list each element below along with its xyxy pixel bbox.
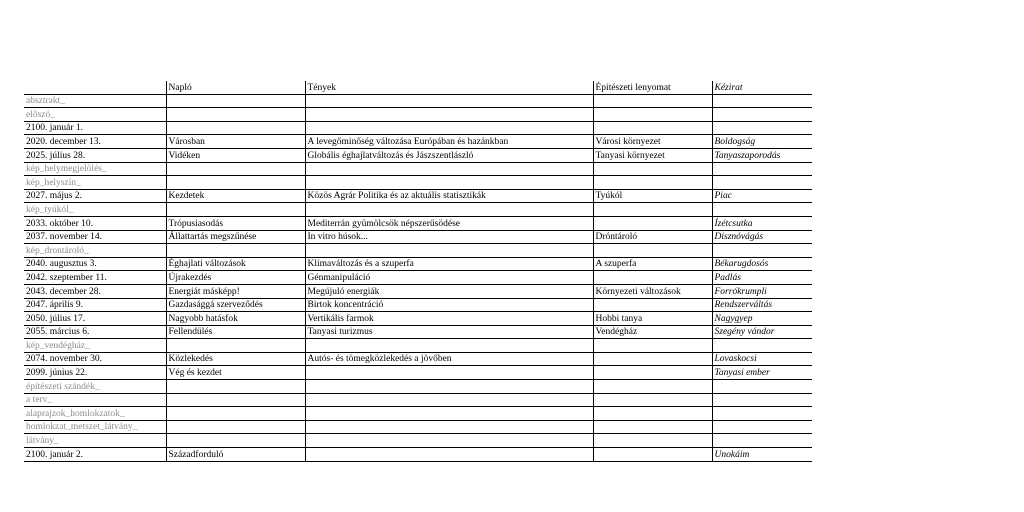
kezirat-cell: Tanyasi ember <box>712 366 812 380</box>
date-cell: alaprajzok_homlokzatok_ <box>26 408 125 419</box>
date-cell: látvány_ <box>26 436 59 447</box>
tenyek-cell <box>305 366 593 380</box>
lenyomat-cell <box>593 203 712 217</box>
kezirat-cell: Nagygyep <box>712 312 812 326</box>
lenyomat-cell <box>593 271 712 285</box>
tenyek-cell <box>305 448 593 462</box>
tenyek-cell <box>305 203 593 217</box>
naplo-cell <box>166 339 305 353</box>
lenyomat-cell <box>593 339 712 353</box>
table-row <box>24 94 812 108</box>
tenyek-cell <box>305 162 593 176</box>
naplo-cell: Közlekedés <box>166 352 305 366</box>
lenyomat-cell <box>593 94 712 108</box>
tenyek-cell <box>305 434 593 448</box>
date-cell: kép_tyúkól_ <box>26 204 74 215</box>
lenyomat-cell <box>593 298 712 312</box>
table-row <box>24 121 812 135</box>
kezirat-cell <box>712 108 812 122</box>
tenyek-cell: Megújuló energiák <box>305 284 593 298</box>
lenyomat-cell <box>593 380 712 394</box>
table-row <box>24 176 812 190</box>
date-cell: a terv_ <box>26 395 53 406</box>
date-cell: 2025. július 28. <box>26 150 86 161</box>
kezirat-cell <box>712 380 812 394</box>
naplo-cell: Nagyobb hatásfok <box>166 312 305 326</box>
tenyek-cell: Klímaváltozás és a szuperfa <box>305 257 593 271</box>
lenyomat-cell: Hobbi tanya <box>593 312 712 326</box>
header-cell-kezirat: Kézirat <box>712 81 812 94</box>
naplo-cell <box>166 108 305 122</box>
date-cell: 2050. július 17. <box>26 313 86 324</box>
tenyek-cell <box>305 108 593 122</box>
tenyek-cell <box>305 176 593 190</box>
kezirat-cell <box>712 244 812 258</box>
chapter-table <box>24 81 812 462</box>
date-cell: kép_vendégház_ <box>26 340 90 351</box>
table-row <box>24 448 812 462</box>
tenyek-cell: Tanyasi turizmus <box>305 325 593 339</box>
lenyomat-cell <box>593 108 712 122</box>
table-row <box>24 352 812 366</box>
lenyomat-cell <box>593 366 712 380</box>
date-cell: 2027. május 2. <box>26 191 82 202</box>
tenyek-cell: Vertikális farmok <box>305 312 593 326</box>
tenyek-cell: Globális éghajlatváltozás és Jászszentlászló <box>305 148 593 162</box>
date-cell: 2020. december 13. <box>26 136 101 147</box>
kezirat-cell: Tanyaszaporodás <box>712 148 812 162</box>
date-cell: 2043. december 28. <box>26 286 101 297</box>
lenyomat-cell <box>593 352 712 366</box>
header-cell-naplo: Napló <box>166 81 305 94</box>
naplo-cell <box>166 407 305 421</box>
naplo-cell: Energiát másképp! <box>166 284 305 298</box>
kezirat-cell: Boldogság <box>712 135 812 149</box>
table-row <box>24 298 812 312</box>
date-cell: 2040. augusztus 3. <box>26 259 97 270</box>
naplo-cell: Gazdasággá szerveződés <box>166 298 305 312</box>
date-cell: absztrakt_ <box>26 96 66 107</box>
table-row <box>24 366 812 380</box>
table-row <box>24 380 812 394</box>
kezirat-cell: Rendszerváltás <box>712 298 812 312</box>
naplo-cell: Városban <box>166 135 305 149</box>
lenyomat-cell <box>593 176 712 190</box>
date-cell: 2074. november 30. <box>26 354 102 365</box>
naplo-cell <box>166 176 305 190</box>
tenyek-cell: A levegőminőség változása Európában és hazánkban <box>305 135 593 149</box>
tenyek-cell: Autós- és tömegközlekedés a jövőben <box>305 352 593 366</box>
tenyek-cell <box>305 244 593 258</box>
date-cell: építészeti szándék_ <box>26 381 100 392</box>
header-row <box>24 81 812 94</box>
naplo-cell <box>166 244 305 258</box>
kezirat-cell: Forrókrumpli <box>712 284 812 298</box>
naplo-cell: Kezdetek <box>166 189 305 203</box>
kezirat-cell <box>712 94 812 108</box>
date-cell: kép_helymegjelölés_ <box>26 164 107 175</box>
naplo-cell: Fellendülés <box>166 325 305 339</box>
kezirat-cell: Ízétcsutka <box>712 216 812 230</box>
table-row <box>24 203 812 217</box>
table-row <box>24 393 812 407</box>
kezirat-cell <box>712 203 812 217</box>
header-cell-tenyek: Tények <box>305 81 593 94</box>
table-row <box>24 271 812 285</box>
table-row <box>24 434 812 448</box>
kezirat-cell <box>712 339 812 353</box>
lenyomat-cell: Vendégház <box>593 325 712 339</box>
naplo-cell <box>166 162 305 176</box>
kezirat-cell: Padlás <box>712 271 812 285</box>
naplo-cell: Trópusiasodás <box>166 216 305 230</box>
naplo-cell: Újrakezdés <box>166 271 305 285</box>
date-cell: 2055. március 6. <box>26 327 90 338</box>
naplo-cell <box>166 393 305 407</box>
table-row <box>24 108 812 122</box>
naplo-cell: Vidéken <box>166 148 305 162</box>
tenyek-cell <box>305 380 593 394</box>
naplo-cell <box>166 420 305 434</box>
header-cell-lenyomat: Építészeti lenyomat <box>593 81 712 94</box>
naplo-cell <box>166 434 305 448</box>
table-row <box>24 325 812 339</box>
table-row <box>24 230 812 244</box>
naplo-cell <box>166 121 305 135</box>
tenyek-cell <box>305 420 593 434</box>
naplo-cell <box>166 203 305 217</box>
table-row <box>24 339 812 353</box>
kezirat-cell: Szegény vándor <box>712 325 812 339</box>
table-row <box>24 162 812 176</box>
lenyomat-cell: Dróntároló <box>593 230 712 244</box>
tenyek-cell <box>305 339 593 353</box>
lenyomat-cell <box>593 420 712 434</box>
kezirat-cell: Piac <box>712 189 812 203</box>
tenyek-cell <box>305 393 593 407</box>
lenyomat-cell <box>593 244 712 258</box>
table-body <box>24 94 812 461</box>
date-cell: 2037. november 14. <box>26 232 102 243</box>
date-cell: kép_drontároló_ <box>26 245 89 256</box>
table-row <box>24 312 812 326</box>
kezirat-cell <box>712 407 812 421</box>
naplo-cell <box>166 380 305 394</box>
table-row <box>24 257 812 271</box>
date-cell: 2033. október 10. <box>26 218 94 229</box>
lenyomat-cell <box>593 407 712 421</box>
kezirat-cell <box>712 121 812 135</box>
tenyek-cell: Birtok koncentráció <box>305 298 593 312</box>
tenyek-cell: In vitro húsok... <box>305 230 593 244</box>
table-row <box>24 135 812 149</box>
lenyomat-cell <box>593 121 712 135</box>
naplo-cell: Századforduló <box>166 448 305 462</box>
naplo-cell: Éghajlati változások <box>166 257 305 271</box>
date-cell: 2100. január 1. <box>26 123 83 134</box>
lenyomat-cell: Városi környezet <box>593 135 712 149</box>
naplo-cell: Állattartás megszűnése <box>166 230 305 244</box>
lenyomat-cell: Tanyasi környezet <box>593 148 712 162</box>
date-cell: 2100. január 2. <box>26 449 83 460</box>
tenyek-cell: Közös Agrár Politika és az aktuális statisztikák <box>305 189 593 203</box>
kezirat-cell: Lovaskocsi <box>712 352 812 366</box>
tenyek-cell <box>305 94 593 108</box>
table-row <box>24 148 812 162</box>
date-cell: 2047. április 9. <box>26 300 83 311</box>
header-cell-date <box>24 81 166 94</box>
date-cell: homlokzat_metszet_látvány_ <box>26 422 138 433</box>
naplo-cell: Vég és kezdet <box>166 366 305 380</box>
table-row <box>24 284 812 298</box>
lenyomat-cell <box>593 448 712 462</box>
table-row <box>24 420 812 434</box>
date-cell: 2099. június 22. <box>26 368 88 379</box>
lenyomat-cell <box>593 216 712 230</box>
naplo-cell <box>166 94 305 108</box>
kezirat-cell <box>712 162 812 176</box>
tenyek-cell <box>305 121 593 135</box>
tenyek-cell: Mediterrán gyümölcsök népszerűsödése <box>305 216 593 230</box>
kezirat-cell <box>712 420 812 434</box>
date-cell: előszó_ <box>26 109 56 120</box>
lenyomat-cell <box>593 162 712 176</box>
tenyek-cell <box>305 407 593 421</box>
table-row <box>24 407 812 421</box>
tenyek-cell: Génmanipuláció <box>305 271 593 285</box>
lenyomat-cell: Tyúkól <box>593 189 712 203</box>
lenyomat-cell: A szuperfa <box>593 257 712 271</box>
kezirat-cell: Disznóvágás <box>712 230 812 244</box>
date-cell: kép_helyszín_ <box>26 177 81 188</box>
lenyomat-cell <box>593 393 712 407</box>
kezirat-cell <box>712 176 812 190</box>
table-row <box>24 244 812 258</box>
date-cell: 2042. szeptember 11. <box>26 272 107 283</box>
kezirat-cell: Unokáim <box>712 448 812 462</box>
kezirat-cell <box>712 434 812 448</box>
lenyomat-cell: Környezeti változások <box>593 284 712 298</box>
table-row <box>24 216 812 230</box>
kezirat-cell: Békarugdosós <box>712 257 812 271</box>
lenyomat-cell <box>593 434 712 448</box>
table-row <box>24 189 812 203</box>
kezirat-cell <box>712 393 812 407</box>
